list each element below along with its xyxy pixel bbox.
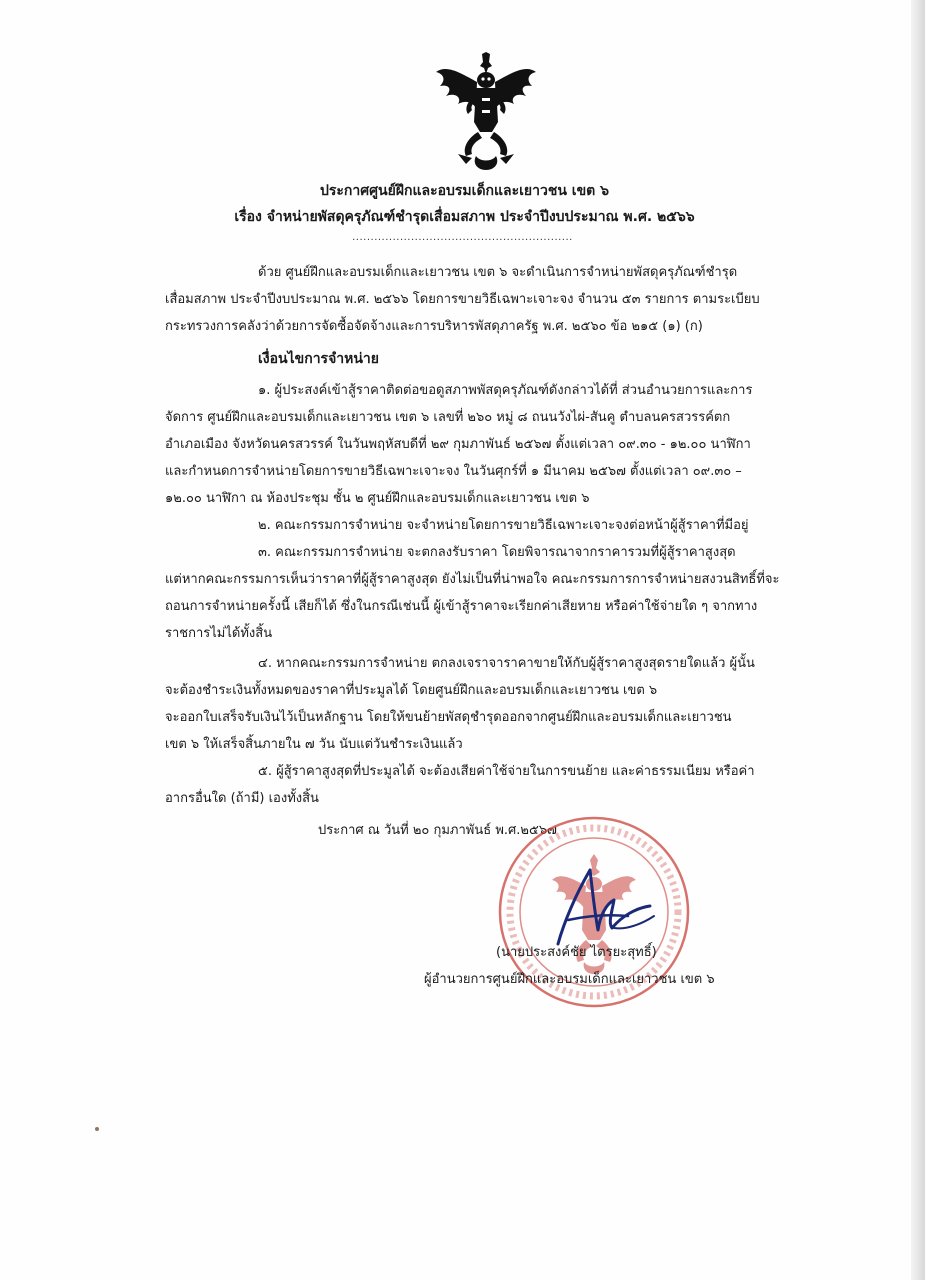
condition-4-line-2: จะต้องชำระเงินทั้งหมดของราคาที่ประมูลได้ โดยศูนย์ฝึกและอบรมเด็กและเยาวชน เขต ๖ <box>165 683 658 698</box>
condition-1-line-4: และกำหนดการจำหน่ายโดยการขายวิธีเฉพาะเจาะจง ในวันศุกร์ที่ ๑ มีนาคม ๒๕๖๗ ตั้งแต่เวลา ๐๙.๓๐ – <box>165 464 742 479</box>
document-subject: เรื่อง จำหน่ายพัสดุครุภัณฑ์ชำรุดเสื่อมสภาพ ประจำปีงบประมาณ พ.ศ. ๒๕๖๖ <box>234 209 695 225</box>
condition-3-line-3: ถอนการจำหน่ายครั้งนี้ เสียก็ได้ ซึ่งในกรณีเช่นนี้ ผู้เข้าสู้ราคาจะเรียกค่าเสียหาย หรือค่าใช้จ่ายใด ๆ จากทาง <box>165 599 758 614</box>
condition-3-line-2: แต่หากคณะกรรมการเห็นว่าราคาที่ผู้สู้ราคาสูงสุด ยังไม่เป็นที่น่าพอใจ คณะกรรมการการจำหน่ายสงวนสิทธิ์ที่จะ <box>165 572 780 587</box>
paper-speck <box>95 1127 99 1131</box>
announcement-date: ประกาศ ณ วันที่ ๒๐ กุมภาพันธ์ พ.ศ.๒๕๖๗ <box>318 823 557 838</box>
condition-1-line-2: จัดการ ศูนย์ฝึกและอบรมเด็กและเยาวชน เขต ๖ เลขที่ ๒๖๐ หมู่ ๘ ถนนวังไผ่-สันคู ตำบลนครสวรรค์ตก <box>165 410 731 425</box>
intro-line-3: กระทรวงการคลังว่าด้วยการจัดซื้อจัดจ้างและการบริหารพัสดุภาครัฐ พ.ศ. ๒๕๖๐ ข้อ ๒๑๕ (๑) (ก) <box>165 319 703 334</box>
condition-3-line-4: ราชการไม่ได้ทั้งสิ้น <box>165 626 273 641</box>
condition-5-line-1: ๕. ผู้สู้ราคาสูงสุดที่ประมูลได้ จะต้องเสียค่าใช้จ่ายในการขนย้าย และค่าธรรมเนียม หรือค่า <box>258 764 755 779</box>
condition-2-line-1: ๒. คณะกรรมการจำหน่าย จะจำหน่ายโดยการขายวิธีเฉพาะเจาะจงต่อหน้าผู้สู้ราคาที่มีอยู่ <box>258 518 749 533</box>
signer-position: ผู้อำนวยการศูนย์ฝึกและอบรมเด็กและเยาวชน เขต ๖ <box>424 972 715 987</box>
condition-1-line-1: ๑. ผู้ประสงค์เข้าสู้ราคาติดต่อขอดูสภาพพัสดุครุภัณฑ์ดังกล่าวได้ที่ ส่วนอำนวยการและการ <box>258 383 753 398</box>
signer-name: (นายประสงค์ชัย ไตรยะสุทธิ์) <box>496 945 657 960</box>
condition-4-line-3: จะออกใบเสร็จรับเงินไว้เป็นหลักฐาน โดยให้ขนย้ายพัสดุชำรุดออกจากศูนย์ฝึกและอบรมเด็กและเยาวชน <box>165 710 732 725</box>
condition-4-line-1: ๔. หากคณะกรรมการจำหน่าย ตกลงเจราจาราคาขายให้กับผู้สู้ราคาสูงสุดรายใดแล้ว ผู้นั้น <box>258 656 755 671</box>
garuda-emblem-icon <box>432 52 540 172</box>
condition-5-line-2: อากรอื่นใด (ถ้ามี) เองทั้งสิ้น <box>165 791 319 806</box>
condition-1-line-3: อำเภอเมือง จังหวัดนครสวรรค์ ในวันพฤหัสบดีที่ ๒๙ กุมภาพันธ์ ๒๕๖๗ ตั้งแต่เวลา ๐๙.๓๐ - ๑๒.๐๐ นาฬิกา <box>165 437 751 452</box>
intro-line-1: ด้วย ศูนย์ฝึกและอบรมเด็กและเยาวชน เขต ๖ จะดำเนินการจำหน่ายพัสดุครุภัณฑ์ชำรุด <box>258 265 738 280</box>
condition-1-line-5: ๑๒.๐๐ นาฬิกา ณ ห้องประชุม ชั้น ๒ ศูนย์ฝึกและอบรมเด็กและเยาวชน เขต ๖ <box>165 491 590 506</box>
conditions-heading: เงื่อนไขการจำหน่าย <box>258 351 379 367</box>
condition-4-line-4: เขต ๖ ให้เสร็จสิ้นภายใน ๗ วัน นับแต่วันชำระเงินแล้ว <box>165 737 463 752</box>
title-separator: ............................................................ <box>352 232 573 243</box>
intro-line-2: เสื่อมสภาพ ประจำปีงบประมาณ พ.ศ. ๒๕๖๖ โดยการขายวิธีเฉพาะเจาะจง จำนวน ๕๓ รายการ ตามระเบียบ <box>165 292 760 307</box>
condition-3-line-1: ๓. คณะกรรมการจำหน่าย จะตกลงรับราคา โดยพิจารณาจากราคารวมที่ผู้สู้ราคาสูงสุด <box>258 545 736 560</box>
document-title: ประกาศศูนย์ฝึกและอบรมเด็กและเยาวชน เขต ๖ <box>320 183 609 199</box>
